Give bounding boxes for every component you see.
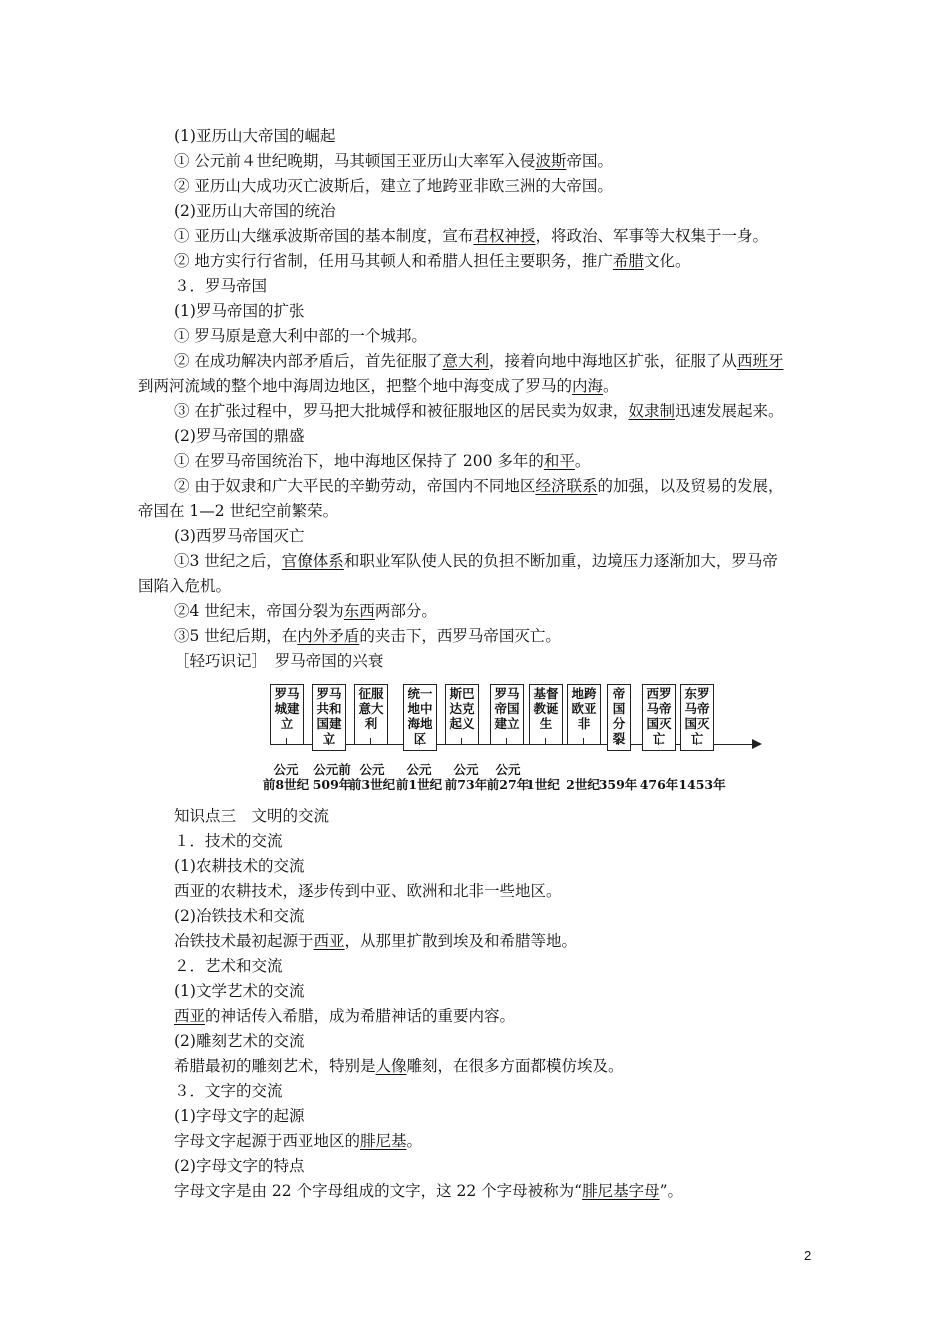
date-label-line: 公元 [359, 762, 385, 777]
text-line [0, 175, 950, 197]
event-label-line: 达克 [449, 701, 475, 716]
line-text: (1)文学艺术的交流 [174, 982, 305, 1000]
answer-blank: 内海 [572, 377, 604, 395]
line-text: 字母文字起源于西亚地区的 [174, 1132, 361, 1150]
text-line [0, 1005, 950, 1027]
timeline-event-box [403, 684, 437, 751]
event-label-line: 国建 [316, 716, 342, 731]
timeline-event-box [642, 684, 676, 751]
line-text: ① 在罗马帝国统治下，地中海地区保持了 200 多年的 [174, 452, 544, 470]
date-label-line: 公元前 [313, 762, 351, 777]
page-number: 2 [804, 1248, 812, 1263]
text-line [0, 450, 950, 472]
text-line [0, 500, 950, 522]
timeline-tick [328, 738, 329, 745]
event-label-line: 海地 [407, 716, 433, 731]
timeline-tick [419, 738, 420, 745]
answer-blank: 西班牙 [736, 352, 784, 370]
event-label-line: 教诞 [533, 701, 559, 716]
line-text: ［轻巧识记］ 罗马帝国的兴衰 [174, 652, 384, 670]
line-text: 。 [603, 377, 619, 395]
answer-blank: 腓尼基 [360, 1132, 407, 1150]
event-label-line: 罗马 [316, 686, 342, 701]
line-text: 字母文字是由 22 个字母组成的文字，这 22 个字母被称为“ [174, 1182, 583, 1200]
line-text: (1)亚历山大帝国的崛起 [174, 127, 336, 145]
text-line [0, 375, 950, 397]
date-label-line: 公元 [453, 762, 479, 777]
line-text: (3)西罗马帝国灭亡 [174, 527, 305, 545]
text-line [0, 905, 950, 927]
line-text: ”。 [659, 1182, 684, 1200]
text-line [0, 550, 950, 572]
timeline-tick [461, 738, 462, 745]
answer-blank: 腓尼基字母 [582, 1182, 660, 1200]
line-text: (2)亚历山大帝国的统治 [174, 202, 336, 220]
rome-timeline-diagram [262, 680, 762, 795]
line-text: 的夹击下，西罗马帝国灭亡。 [359, 627, 561, 645]
answer-blank: 内外矛盾 [297, 627, 360, 645]
line-text: (2)雕刻艺术的交流 [174, 1032, 305, 1050]
line-text: ③ 在扩张过程中，罗马把大批城俘和被征服地区的居民卖为奴隶， [174, 402, 629, 420]
date-label-line: 公元 [273, 762, 299, 777]
date-label-line: 1453年 [678, 777, 726, 792]
text-line [0, 475, 950, 497]
date-label-line: 2世纪 [566, 777, 600, 792]
line-text: (1)字母文字的起源 [174, 1107, 305, 1125]
timeline-event-box [354, 684, 388, 745]
event-label-line: 罗马 [494, 686, 520, 701]
text-line [0, 325, 950, 347]
text-line [0, 200, 950, 222]
answer-blank: 希腊 [612, 252, 644, 270]
event-label-line: 裂 [612, 731, 626, 746]
timeline-date-label [674, 762, 730, 792]
event-label-line: 立 [280, 716, 294, 731]
date-label-line: 前1世纪 [395, 777, 443, 792]
line-text: １．技术的交流 [174, 832, 283, 850]
date-label-line: 公元 [406, 762, 432, 777]
text-line [0, 150, 950, 172]
text-line [0, 275, 950, 297]
line-text: 知识点三 文明的交流 [174, 807, 330, 825]
line-text: ３．文字的交流 [174, 1082, 283, 1100]
text-line [0, 1105, 950, 1127]
text-line [0, 1030, 950, 1052]
timeline-event-box [607, 684, 631, 751]
line-text: (1)农耕技术的交流 [174, 857, 305, 875]
text-line [0, 955, 950, 977]
text-line [0, 625, 950, 647]
answer-blank: 西亚 [313, 932, 345, 950]
event-label-line: 马帝 [646, 701, 672, 716]
line-text: ①3 世纪之后， [174, 552, 282, 570]
event-label-line: 征服 [358, 686, 384, 701]
event-label-line: 生 [539, 716, 553, 731]
line-text: 和职业军队使人民的负担不断加重，边境压力逐渐加大，罗马帝 [343, 552, 778, 570]
event-label-line: 共和 [316, 701, 342, 716]
answer-blank: 奴隶制 [628, 402, 675, 420]
line-text: 西亚的农耕技术，逐步传到中亚、欧洲和北非一些地区。 [174, 882, 562, 900]
event-label-line: 斯巴 [449, 686, 475, 701]
answer-blank: 人像 [375, 1057, 407, 1075]
line-text: ② 亚历山大成功灭亡波斯后，建立了地跨亚非欧三洲的大帝国。 [174, 177, 613, 195]
line-text: ② 由于奴隶和广大平民的辛勤劳动，帝国内不同地区 [174, 477, 536, 495]
event-label-line: 罗马 [274, 686, 300, 701]
line-text: 迅速发展起来。 [674, 402, 784, 420]
timeline-arrow-icon [752, 739, 762, 749]
timeline-tick [545, 738, 546, 745]
text-line [0, 930, 950, 952]
line-text: (2)冶铁技术和交流 [174, 907, 305, 925]
date-label-line [674, 762, 730, 777]
event-label-line: 东罗 [684, 686, 710, 701]
text-line [0, 600, 950, 622]
line-text: ① 亚历山大继承波斯帝国的基本制度，宣布 [174, 227, 474, 245]
text-line [0, 855, 950, 877]
answer-blank: 官僚体系 [281, 552, 344, 570]
text-line [0, 575, 950, 597]
line-text: ② 在成功解决内部矛盾后，首先征服了 [174, 352, 443, 370]
line-text: 国陷入危机。 [138, 577, 232, 595]
timeline-tick [506, 738, 507, 745]
line-text: (1)罗马帝国的扩张 [174, 302, 305, 320]
timeline-tick [370, 738, 371, 745]
line-text: 两部分。 [374, 602, 437, 620]
text-line [0, 805, 950, 827]
timeline-event-box [567, 684, 601, 745]
event-label-line: 地中 [407, 701, 433, 716]
event-label-line: 区 [413, 731, 427, 746]
text-line [0, 225, 950, 247]
line-text: 的加强，以及贸易的发展， [597, 477, 784, 495]
line-text: ③5 世纪后期，在 [174, 627, 298, 645]
answer-blank: 和平 [543, 452, 575, 470]
text-line [0, 830, 950, 852]
timeline-event-box [529, 684, 563, 745]
event-label-line: 西罗 [646, 686, 672, 701]
line-text: 。 [406, 1132, 423, 1150]
text-line [0, 1130, 950, 1152]
line-text: 到两河流域的整个地中海周边地区，把整个地中海变成了罗马的 [138, 377, 573, 395]
event-label-line: 马帝 [684, 701, 710, 716]
line-text: ，将政治、军事等大权集于一身。 [535, 227, 768, 245]
text-line [0, 250, 950, 272]
date-label-line: 前73年 [444, 777, 488, 792]
event-label-line: 亡 [690, 731, 704, 746]
text-line [0, 350, 950, 372]
event-label-line: 国灭 [646, 716, 672, 731]
line-text: ② 地方实行行省制，任用马其顿人和希腊人担任主要职务，推广 [174, 252, 613, 270]
line-text: ②4 世纪末，帝国分裂为 [174, 602, 344, 620]
event-label-line: 基督 [533, 686, 559, 701]
date-label-line: 公元 [495, 762, 521, 777]
date-label-line: 509年 [312, 777, 352, 792]
text-line [0, 980, 950, 1002]
answer-blank: 意大利 [442, 352, 489, 370]
event-label-line: 城建 [274, 701, 300, 716]
event-label-line: 亡 [652, 731, 666, 746]
event-label-line: 国灭 [684, 716, 710, 731]
answer-blank: 西亚 [174, 1007, 206, 1025]
text-line [0, 1055, 950, 1077]
timeline-event-box [270, 684, 304, 745]
event-label-line: 统一 [407, 686, 433, 701]
answer-blank: 东西 [343, 602, 375, 620]
event-label-line: 国 [612, 701, 626, 716]
answer-blank: 经济联系 [535, 477, 598, 495]
line-text: 文化。 [643, 252, 691, 270]
date-label-line: 1世纪 [526, 777, 560, 792]
text-line [0, 1080, 950, 1102]
line-text: ① 公元前４世纪晚期，马其顿国王亚历山大率军入侵 [174, 152, 536, 170]
event-label-line: 意大 [358, 701, 384, 716]
text-line [0, 125, 950, 147]
answer-blank: 君权神授 [473, 227, 536, 245]
text-line [0, 1155, 950, 1177]
date-label-line: 前27年 [486, 777, 530, 792]
line-text: ，接着向地中海地区扩张，征服了从 [488, 352, 737, 370]
timeline-event-box [312, 684, 346, 751]
timeline-tick [618, 738, 619, 745]
date-label-line: 前3世纪 [348, 777, 396, 792]
text-line [0, 880, 950, 902]
line-text: 帝国在 1—2 世纪空前繁荣。 [138, 502, 339, 520]
line-text: 雕刻，在很多方面都模仿埃及。 [406, 1057, 624, 1075]
event-label-line: 立 [322, 731, 336, 746]
timeline-tick [583, 738, 584, 745]
event-label-line: 起义 [449, 716, 475, 731]
answer-blank: 波斯 [535, 152, 567, 170]
line-text: 冶铁技术最初起源于 [174, 932, 314, 950]
date-label-line: 476年 [639, 777, 679, 792]
event-label-line: 分 [612, 716, 626, 731]
line-text: ３．罗马帝国 [174, 277, 268, 295]
line-text: 。 [574, 452, 591, 470]
text-line [0, 425, 950, 447]
text-line [0, 525, 950, 547]
event-label-line: 建立 [494, 716, 520, 731]
line-text: ２．艺术和交流 [174, 957, 283, 975]
line-text: 的神话传入希腊，成为希腊神话的重要内容。 [205, 1007, 516, 1025]
timeline-event-box [680, 684, 714, 751]
event-label-line: 非 [577, 716, 591, 731]
event-label-line: 帝 [612, 686, 626, 701]
text-line [0, 1180, 950, 1202]
date-label-line: 前8世纪 [262, 777, 310, 792]
timeline-tick [696, 738, 697, 745]
timeline-event-box [445, 684, 479, 745]
timeline-tick [286, 738, 287, 745]
event-label-line: 利 [364, 716, 378, 731]
event-label-line: 欧亚 [571, 701, 597, 716]
line-text: (2)罗马帝国的鼎盛 [174, 427, 305, 445]
line-text: ，从那里扩散到埃及和希腊等地。 [344, 932, 578, 950]
line-text: (2)字母文字的特点 [174, 1157, 305, 1175]
event-label-line: 地跨 [571, 686, 597, 701]
timeline-tick [658, 738, 659, 745]
date-label-line: 359年 [598, 777, 638, 792]
timeline-event-box [490, 684, 524, 745]
text-line [0, 400, 950, 422]
text-line [0, 300, 950, 322]
line-text: 帝国。 [566, 152, 613, 170]
line-text: 希腊最初的雕刻艺术，特别是 [174, 1057, 376, 1075]
line-text: ① 罗马原是意大利中部的一个城邦。 [174, 327, 427, 345]
text-line [0, 650, 950, 672]
event-label-line: 帝国 [494, 701, 520, 716]
